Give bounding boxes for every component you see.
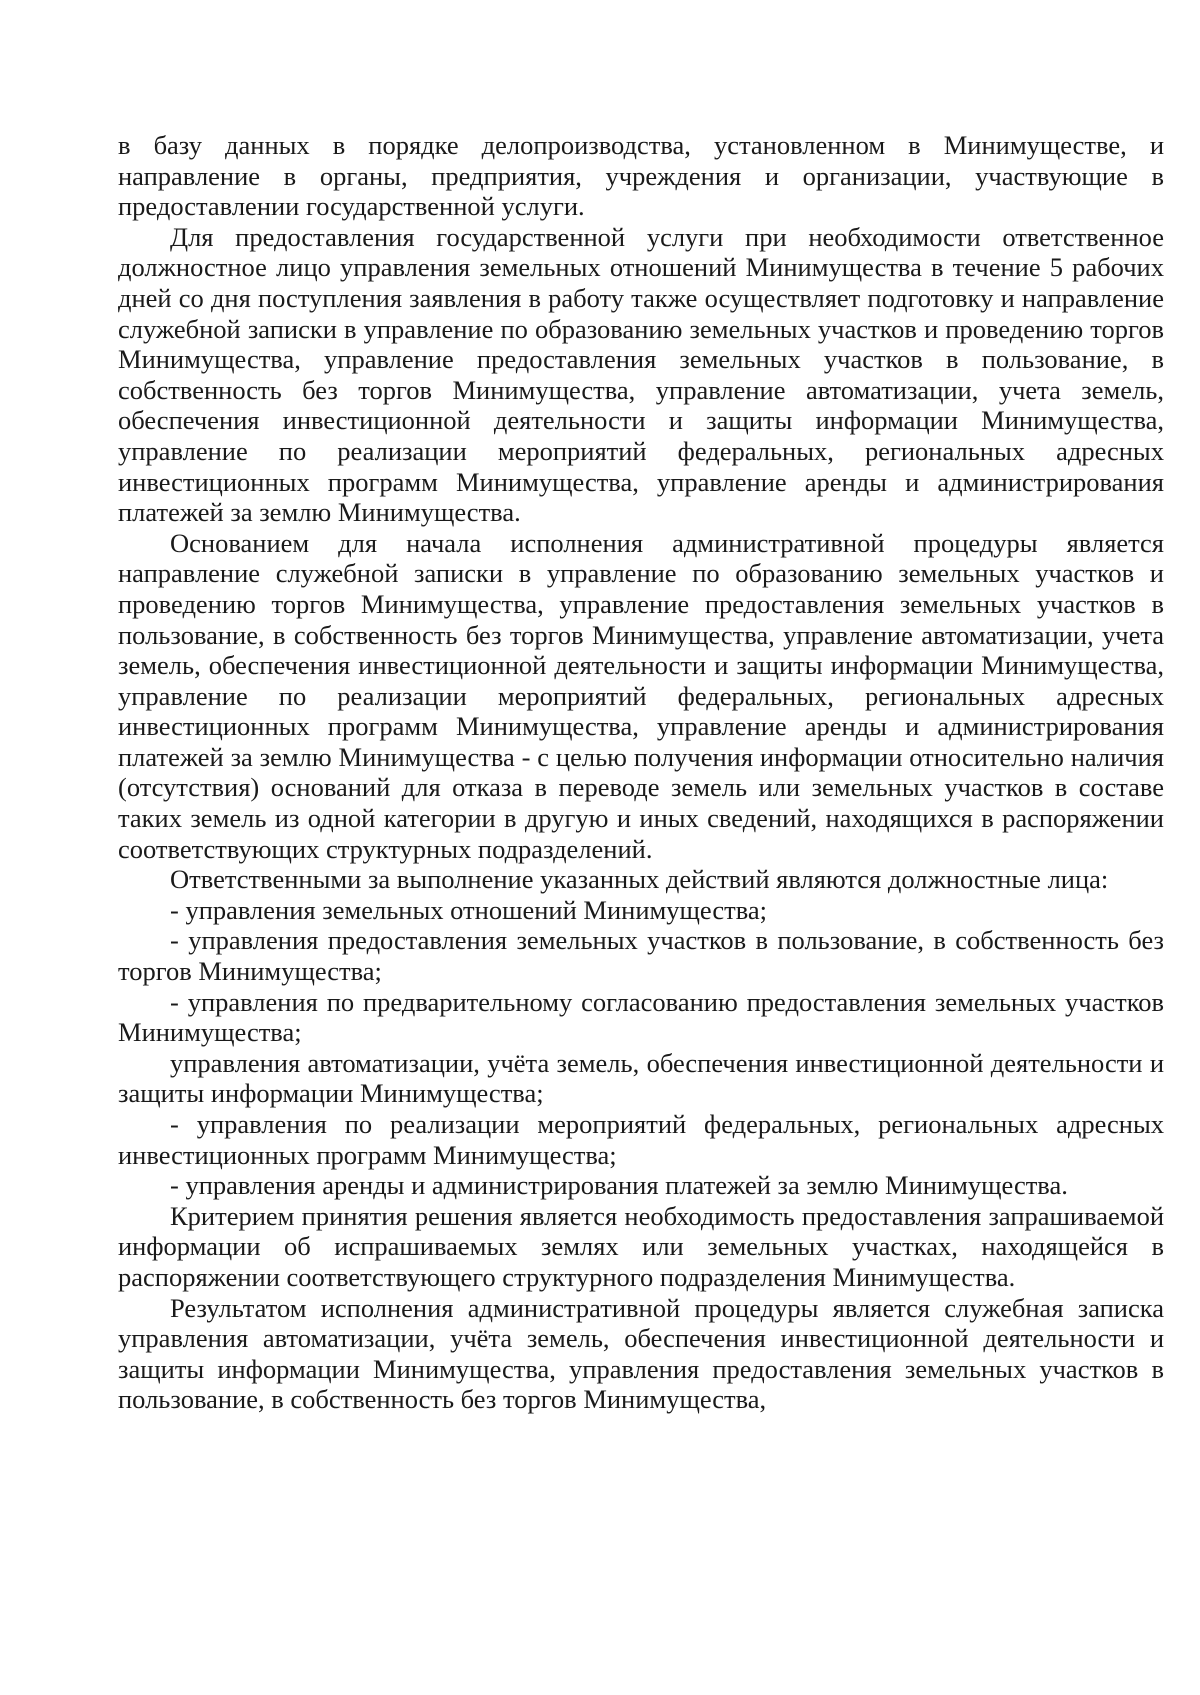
list-item-automation: управления автоматизации, учёта земель, обеспечения инвестиционной деятельности и защиты информации Минимущества; [118, 1047, 1164, 1109]
paragraph-procedure-result: Результатом исполнения административной процедуры является служебная записка управления автоматизации, учёта земель, обеспечения инвестиционной деятельности и защиты информации Минимущества, управления предоставления земельных участков в пользование, в собственность без торгов Минимущества, [118, 1292, 1164, 1415]
paragraph-procedure-basis: Основанием для начала исполнения административной процедуры является направление служебной записки в управление по образованию земельных участков и проведению торгов Минимущества, управление предоставления земельных участков в пользование, в собственность без торгов Минимущества, управление автоматизации, учета земель, обеспечения инвестиционной деятельности и защиты информации Минимущества, управление по реализации мероприятий федеральных, региональных адресных инвестиционных программ Минимущества, управление аренды и администрирования платежей за землю Минимущества - с целью получения информации относительно наличия (отсутствия) оснований для отказа в переводе земель или земельных участков в составе таких земель из одной категории в другую и иных сведений, находящихся в распоряжении соответствующих структурных подразделений. [118, 527, 1164, 864]
paragraph-decision-criterion: Критерием принятия решения является необходимость предоставления запрашиваемой информации об испрашиваемых землях или земельных участках, находящейся в распоряжении соответствующего структурного подразделения Минимущества. [118, 1200, 1164, 1292]
list-item-preliminary-approval: - управления по предварительному согласованию предоставления земельных участков Минимущества; [118, 986, 1164, 1048]
list-item-federal-programs: - управления по реализации мероприятий федеральных, региональных адресных инвестиционных программ Минимущества; [118, 1109, 1164, 1170]
paragraph-responsible-officials: Ответственными за выполнение указанных действий являются должностные лица: [170, 864, 1109, 895]
document-body [118, 130, 1164, 1415]
list-item-land-relations: - управления земельных отношений Минимущества; [170, 894, 767, 925]
list-item-lease-administration: - управления аренды и администрирования платежей за землю Минимущества. [170, 1170, 1068, 1201]
list-item-land-provision: - управления предоставления земельных участков в пользование, в собственность без торгов Минимущества; [118, 925, 1164, 987]
paragraph-continuation: в базу данных в порядке делопроизводства, установленном в Минимуществе, и направление в органы, предприятия, учреждения и организации, участвующие в предоставлении государственной услуги. [118, 130, 1164, 222]
paragraph-service-request: Для предоставления государственной услуги при необходимости ответственное должностное лицо управления земельных отношений Минимущества в течение 5 рабочих дней со дня поступления заявления в работу также осуществляет подготовку и направление служебной записки в управление по образованию земельных участков и проведению торгов Минимущества, управление предоставления земельных участков в пользование, в собственность без торгов Минимущества, управление автоматизации, учета земель, обеспечения инвестиционной деятельности и защиты информации Минимущества, управление по реализации мероприятий федеральных, региональных адресных инвестиционных программ Минимущества, управление аренды и администрирования платежей за землю Минимущества. [118, 221, 1164, 528]
